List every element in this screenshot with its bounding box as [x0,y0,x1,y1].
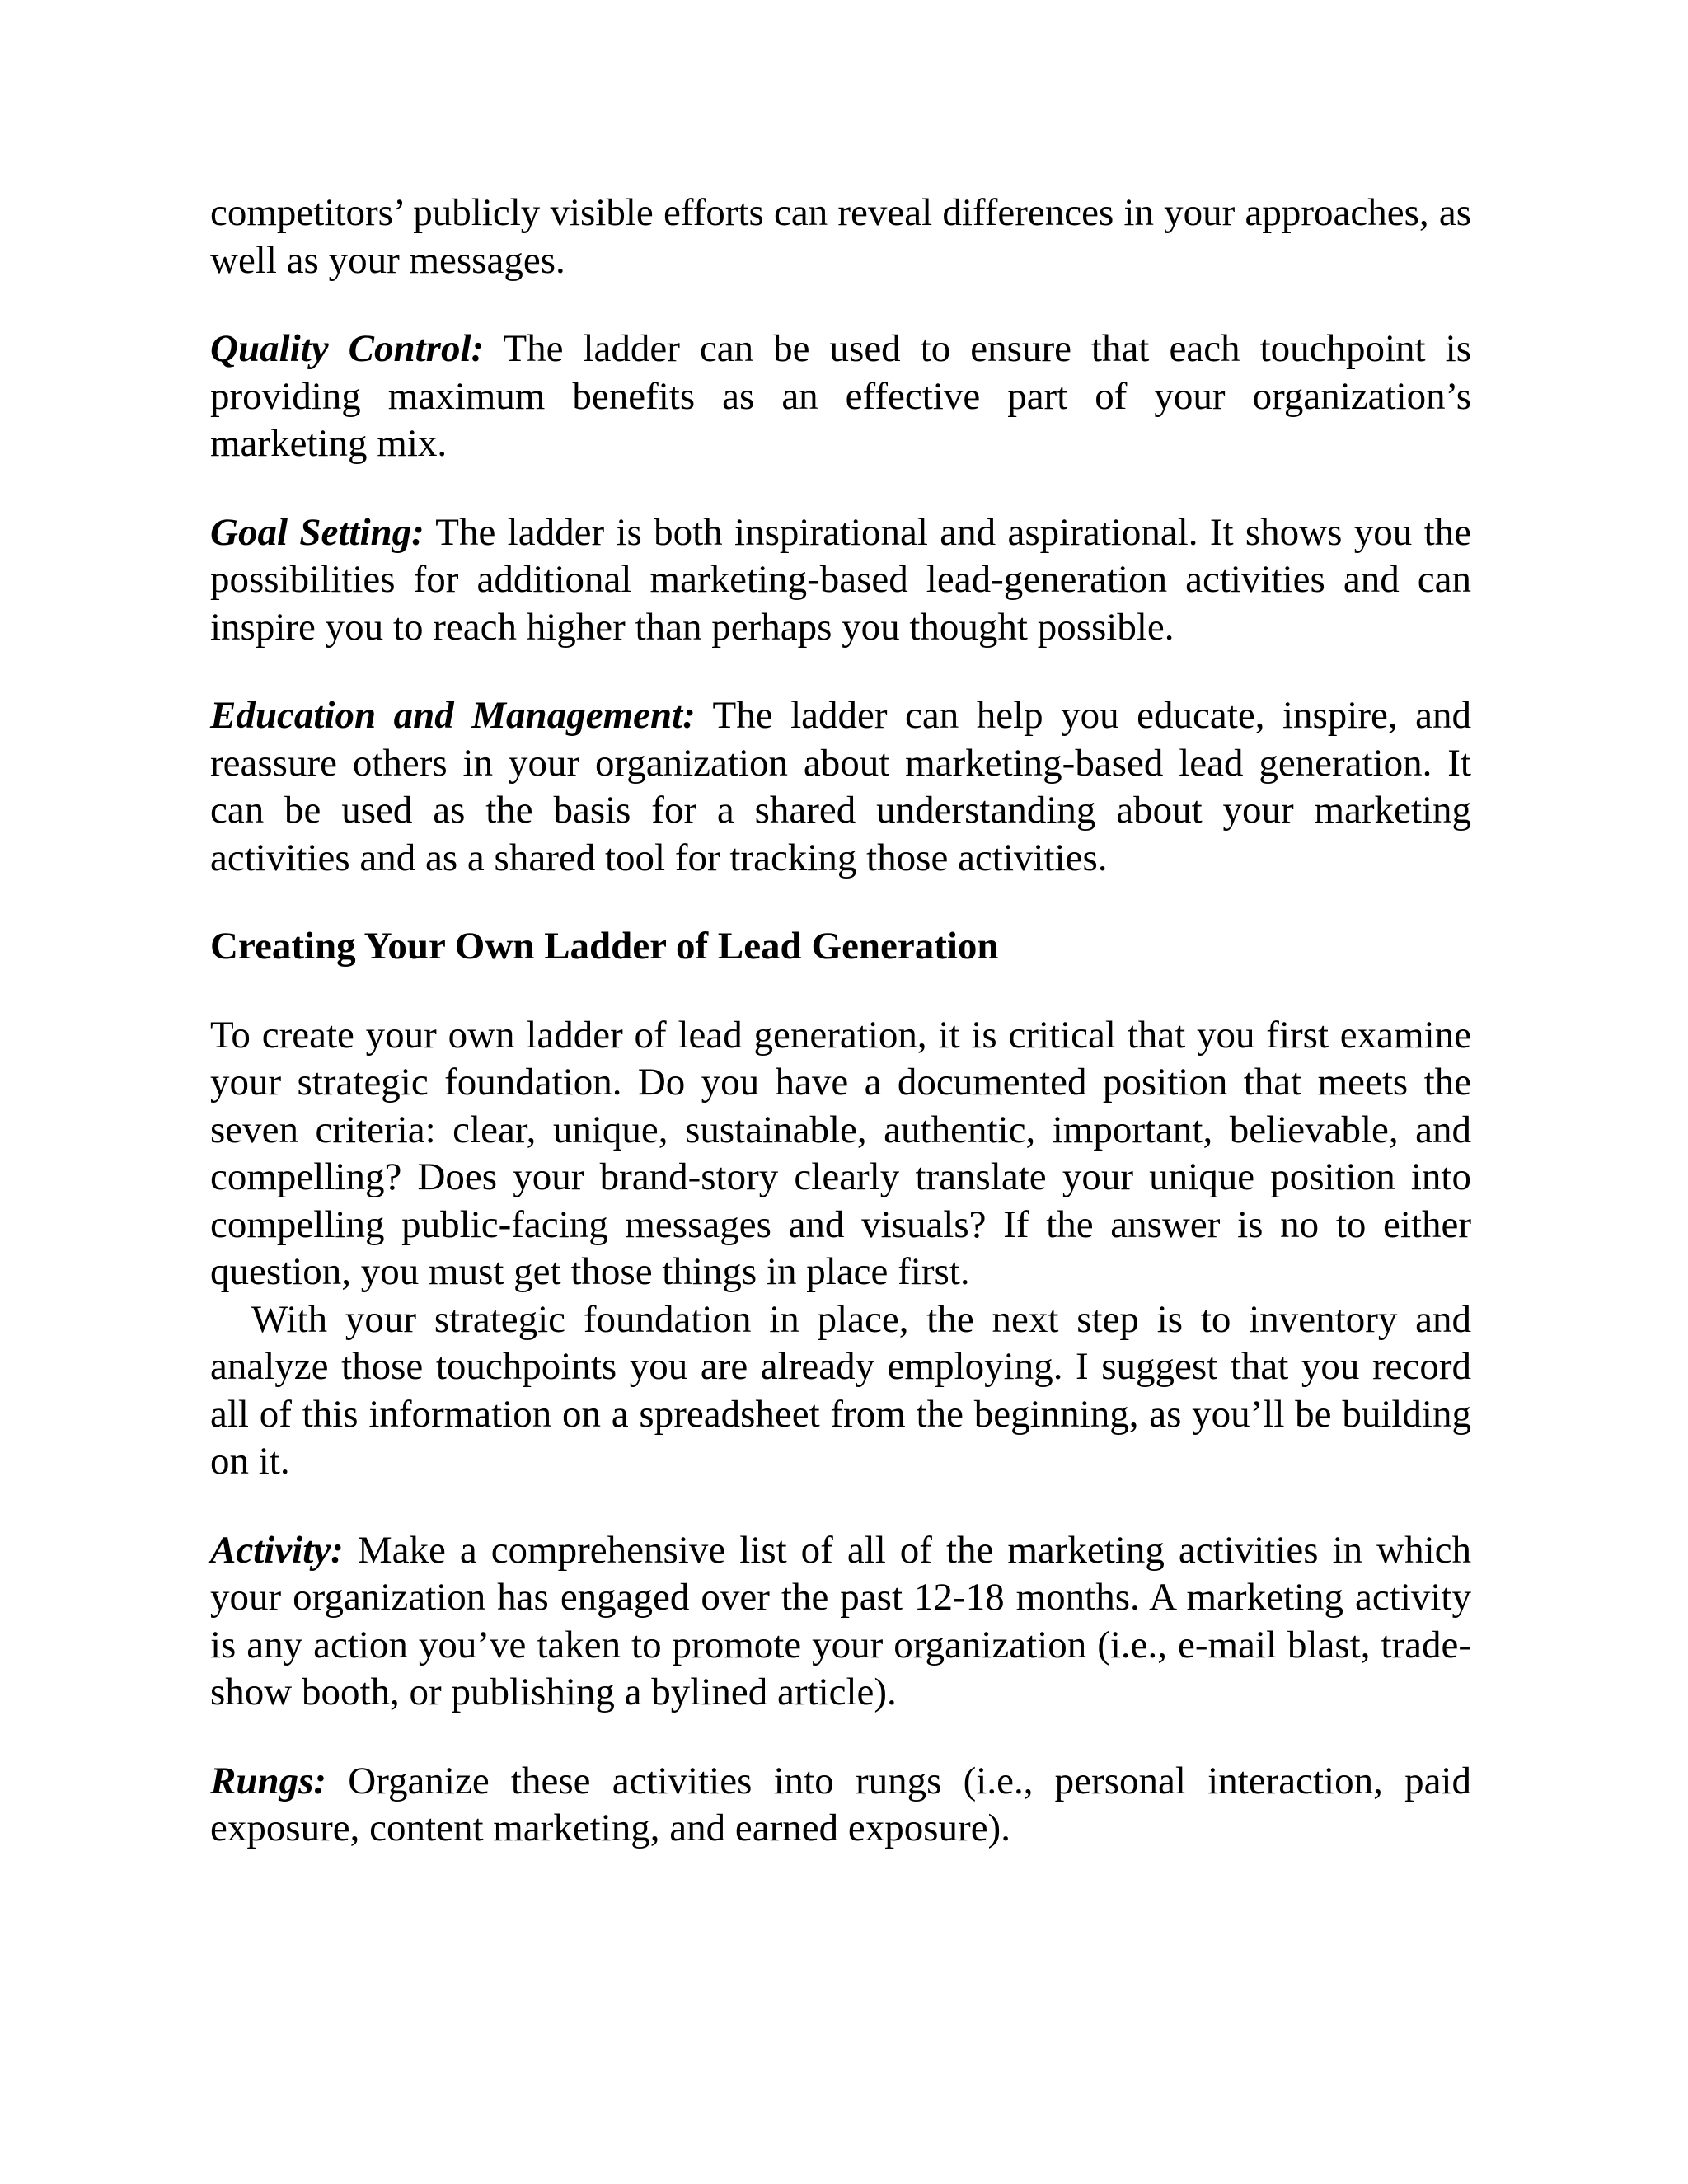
activity-paragraph [210,1527,1471,1717]
goal-setting-paragraph [210,509,1471,652]
quality-control-paragraph [210,326,1471,468]
education-management-term: Education and Management: [210,694,696,737]
goal-setting-term: Goal Setting: [210,510,424,554]
activity-term: Activity: [210,1528,344,1572]
activity-text: Make a comprehensive list of all of the marketing activities in which your organization has engaged over the past 12-18 months. A marketing activity is any action you’ve taken to promote your organization (i.e., e-mail blast, trade-show booth, or publishing a bylined article). [210,1528,1471,1713]
rungs-paragraph [210,1758,1471,1853]
document-page [210,190,1471,1853]
quality-control-term: Quality Control: [210,327,485,370]
education-management-text: The ladder can help you educate, inspire, and reassure others in your organization about marketing-based lead generation. It can be used as the basis for a shared understanding about your marketing activities and as a shared tool for tracking those activities. [210,694,1471,879]
education-management-paragraph [210,692,1471,882]
goal-setting-text: The ladder is both inspirational and aspirational. It shows you the possibilities for additional marketing-based lead-generation activities and can inspire you to reach higher than perhaps you thought possible. [210,510,1471,649]
section-paragraph-1: To create your own ladder of lead generation, it is critical that you first examine your strategic foundation. Do you have a documented position that meets the seven criteria: clear, unique, sustainable, authentic, important, believable, and compelling? Does your brand-story clearly translate your unique position into compelling public-facing messages and visuals? If the answer is no to either question, you must get those things in place first. [210,1013,1471,1293]
rungs-text: Organize these activities into rungs (i.e., personal interaction, paid exposure, content marketing, and earned exposure). [210,1759,1471,1849]
intro-paragraph: competitors’ publicly visible efforts can reveal differences in your approaches, as well as your messages. [210,191,1471,282]
quality-control-text: The ladder can be used to ensure that each touchpoint is providing maximum benefits as an effective part of your organization’s marketing mix. [210,327,1471,465]
section-paragraph-2: With your strategic foundation in place, the next step is to inventory and analyze those touchpoints you are already employing. I suggest that you record all of this information on a spreadsheet from the beginning, as you’ll be building on it. [210,1297,1471,1483]
section-heading: Creating Your Own Ladder of Lead Generation [210,925,999,968]
rungs-term: Rungs: [210,1759,327,1802]
